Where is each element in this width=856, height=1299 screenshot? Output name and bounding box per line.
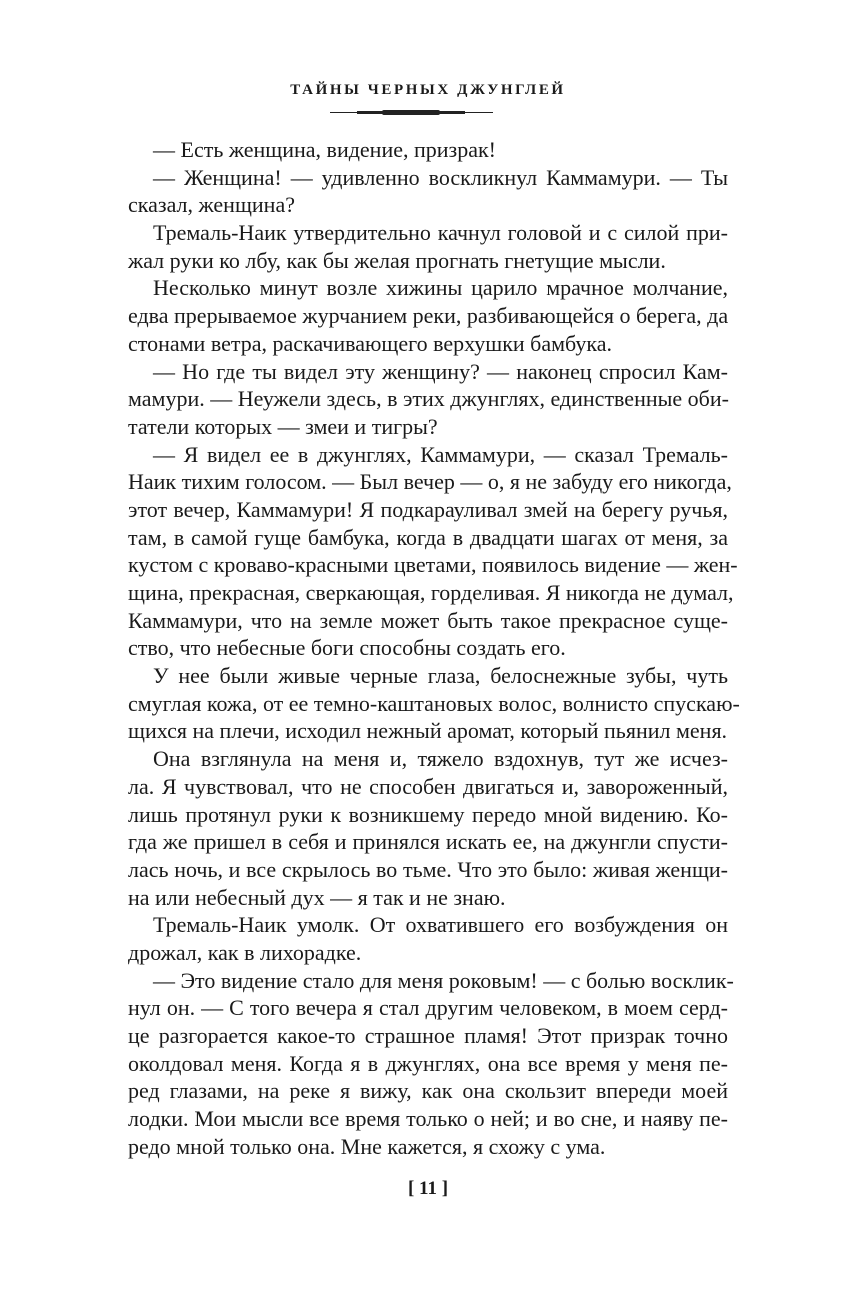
text-line: Несколько минут возле хижины царило мрачное молчание, bbox=[153, 275, 728, 301]
text-line: этот вечер, Каммамури! Я подкарауливал змей на берегу ручья, bbox=[128, 496, 728, 522]
paragraph bbox=[128, 358, 728, 441]
text-line: — Есть женщина, видение, призрак! bbox=[153, 137, 496, 162]
text-line: кустом с кроваво-красными цветами, появилось видение — жен- bbox=[128, 552, 738, 578]
paragraph bbox=[128, 441, 738, 663]
text-line: — Но где ты видел эту женщину? — наконец спросил Кам- bbox=[153, 358, 728, 384]
text-line: ла. Я чувствовал, что не способен двигаться и, завороженный, bbox=[128, 773, 728, 799]
text-line: мамури. — Неужели здесь, в этих джунглях, единственные оби- bbox=[128, 386, 729, 412]
page-number: [ 11 ] bbox=[407, 1178, 449, 1199]
text-line: Тремаль-Наик умолк. От охватившего его возбуждения он bbox=[153, 912, 728, 938]
text-line: ред глазами, на реке я вижу, как она скользит впереди моей bbox=[128, 1078, 728, 1104]
text-line: щина, прекрасная, сверкающая, горделивая. Я никогда не думал, bbox=[128, 580, 734, 605]
text-line: редо мной только она. Мне кажется, я схожу с ума. bbox=[128, 1133, 606, 1159]
paragraph bbox=[128, 745, 728, 911]
text-line: лишь протянул руки к возникшему передо мной видению. Ко- bbox=[128, 801, 728, 827]
text-line: на или небесный дух — я так и не знаю. bbox=[128, 884, 506, 910]
paragraph bbox=[128, 662, 740, 745]
paragraph bbox=[128, 274, 728, 357]
text-line: татели которых — змеи и тигры? bbox=[128, 413, 438, 439]
text-line: щихся на плечи, исходил нежный аромат, который пьянил меня. bbox=[128, 718, 728, 744]
text-line: Тремаль-Наик утвердительно качнул головой и с силой при- bbox=[153, 220, 728, 246]
text-line: це разгорается какое-то страшное пламя! Этот призрак точно bbox=[128, 1023, 728, 1048]
paragraph bbox=[128, 219, 728, 274]
text-line: нул он. — С того вечера я стал другим человеком, в моем серд- bbox=[128, 995, 728, 1021]
text-line: жал руки ко лбу, как бы желая прогнать гнетущие мысли. bbox=[128, 247, 666, 273]
paragraph bbox=[128, 911, 728, 966]
text-line: лась ночь, и все скрылось во тьме. Что это было: живая женщи- bbox=[128, 856, 728, 882]
text-line: Наик тихим голосом. — Был вечер — о, я не забуду его никогда, bbox=[128, 469, 732, 495]
text-line: едва прерываемое журчанием реки, разбивающейся о берега, да bbox=[128, 303, 729, 329]
text-line: Каммамури, что на земле может быть такое прекрасное суще- bbox=[128, 607, 728, 633]
text-line: — Это видение стало для меня роковым! — с болью восклик- bbox=[153, 967, 734, 993]
body-text bbox=[128, 136, 740, 1160]
text-line: — Женщина! — удивленно воскликнул Каммамури. — Ты bbox=[153, 164, 728, 190]
text-line: смуглая кожа, от ее темно-каштановых волос, волнисто спускаю- bbox=[128, 690, 740, 716]
running-title: ТАЙНЫ ЧЕРНЫХ ДЖУНГЛЕЙ bbox=[290, 82, 566, 98]
text-line: околдовал меня. Когда я в джунглях, она все время у меня пе- bbox=[128, 1050, 728, 1076]
text-line: Она взглянула на меня и, тяжело вздохнув, тут же исчез- bbox=[153, 746, 728, 772]
text-line: там, в самой гуще бамбука, когда в двадцати шагах от меня, за bbox=[128, 524, 728, 550]
text-line: гда же пришел в себя и принялся искать ее, на джунгли спусти- bbox=[128, 829, 728, 855]
text-line: ство, что небесные боги способны создать его. bbox=[128, 635, 566, 661]
text-line: лодки. Мои мысли все время только о ней; и во сне, и наяву пе- bbox=[128, 1106, 728, 1132]
header-ornament-rule bbox=[382, 110, 440, 115]
text-line: сказал, женщина? bbox=[128, 192, 295, 218]
paragraph bbox=[128, 164, 728, 219]
text-line: У нее были живые черные глаза, белоснежные зубы, чуть bbox=[153, 663, 728, 689]
text-line: — Я видел ее в джунглях, Каммамури, — сказал Тремаль- bbox=[153, 441, 728, 467]
paragraph bbox=[128, 136, 728, 164]
text-line: стонами ветра, раскачивающего верхушки бамбука. bbox=[128, 330, 613, 356]
text-line: дрожал, как в лихорадке. bbox=[128, 939, 362, 965]
paragraph bbox=[128, 967, 734, 1161]
